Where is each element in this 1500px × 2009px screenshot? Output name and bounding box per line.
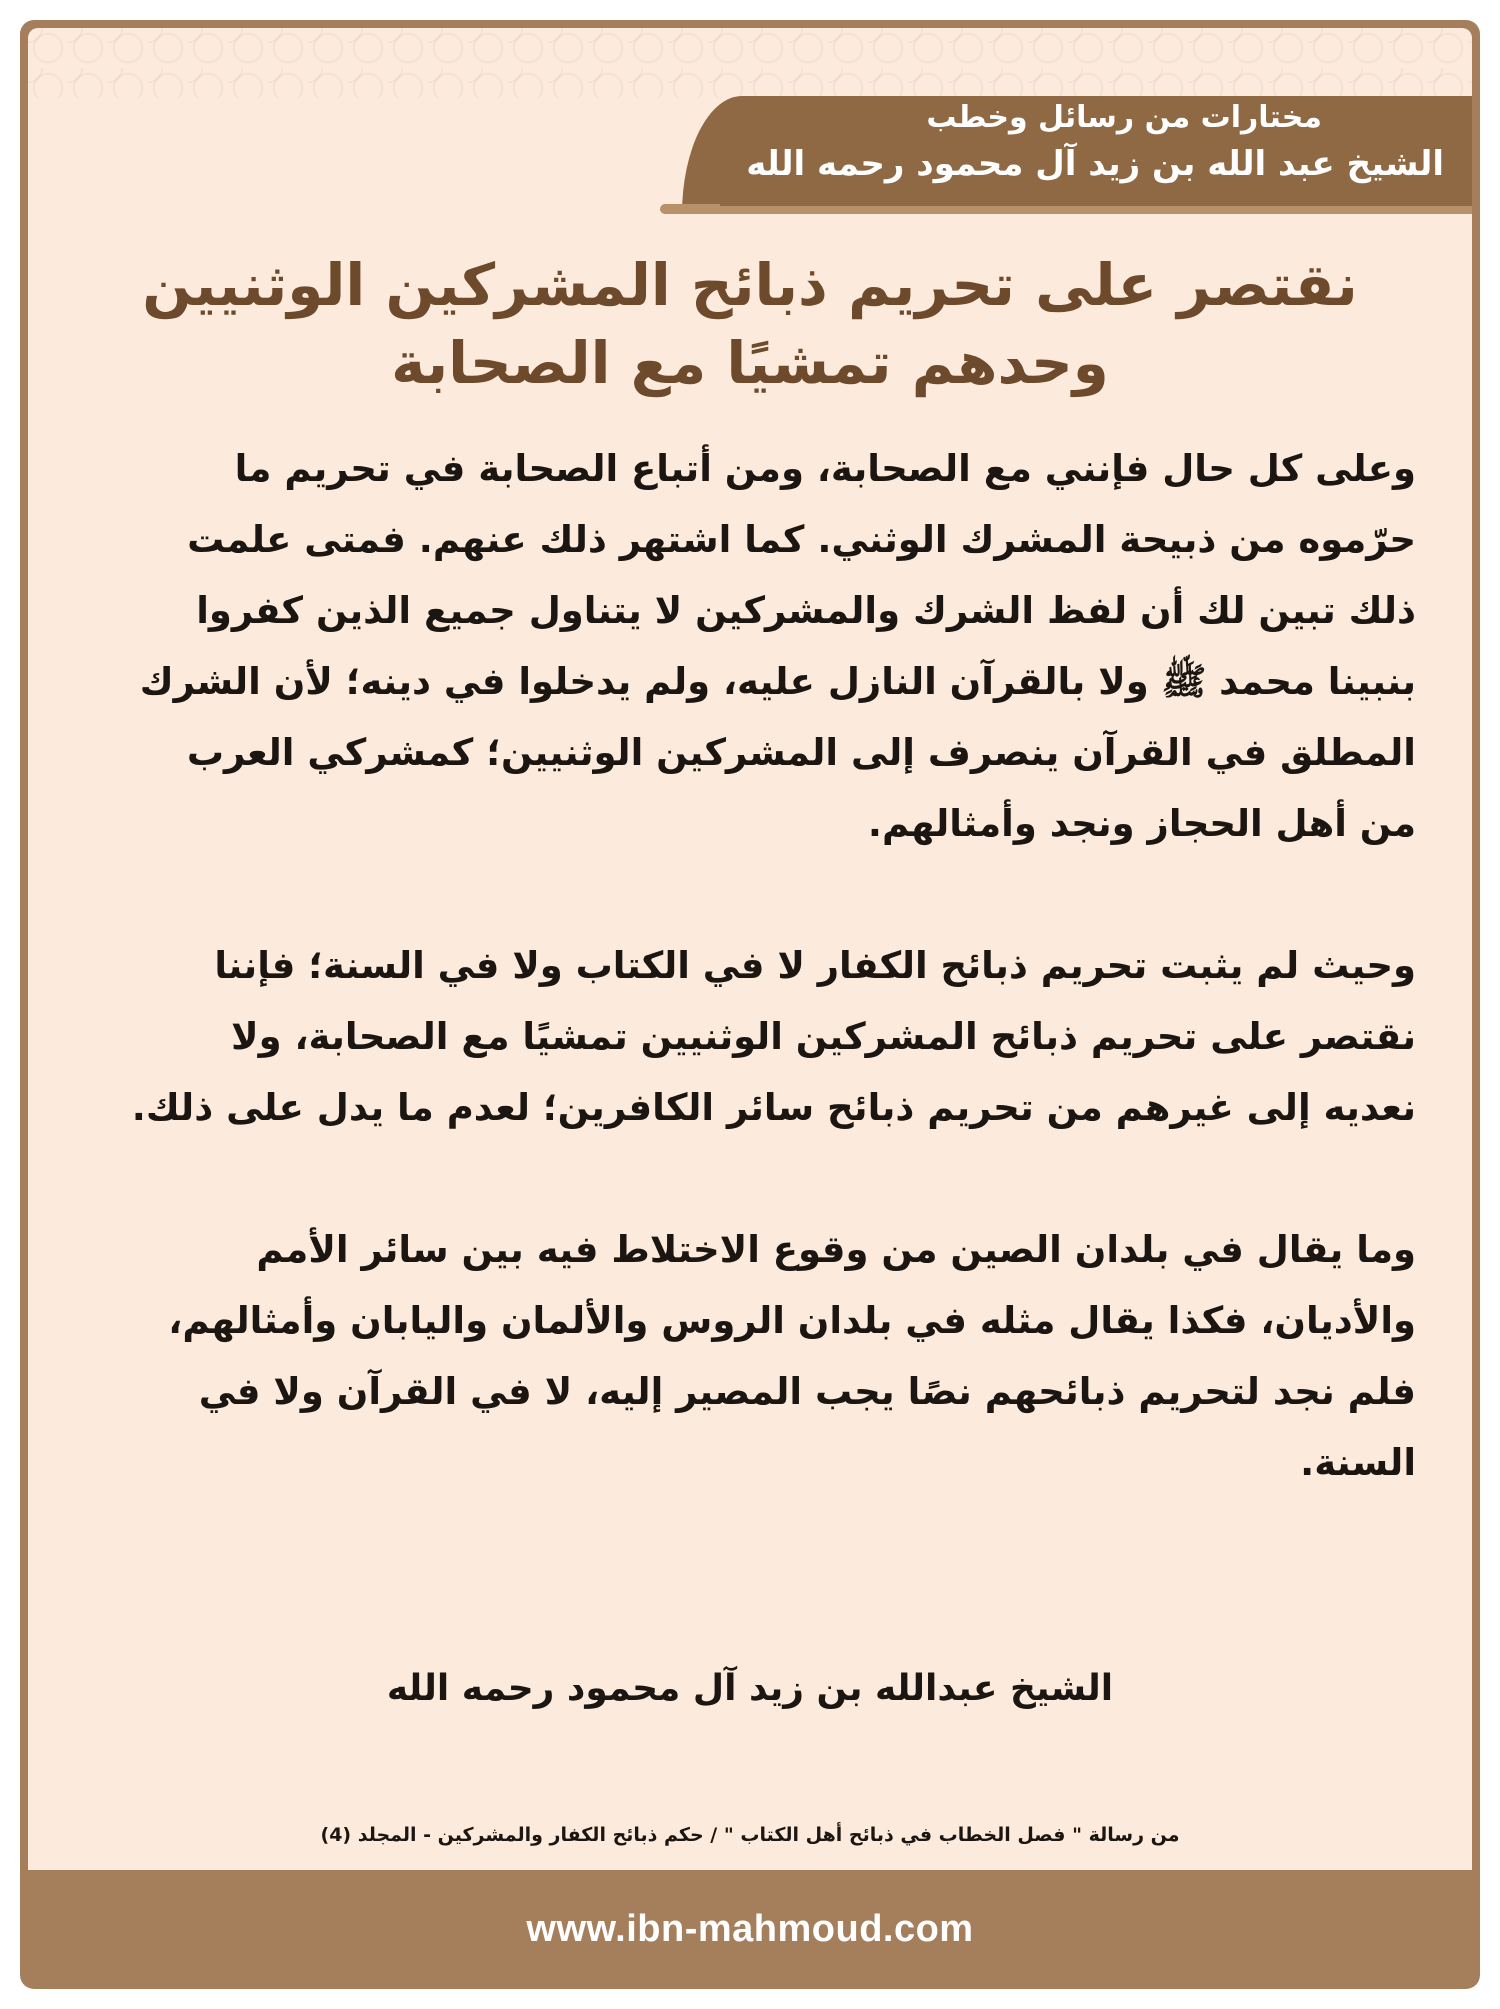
article-title (88, 246, 1412, 402)
poster-frame (20, 20, 1480, 1989)
signature: الشيخ عبدالله بن زيد آل محمود رحمه الله (386, 1668, 1114, 1709)
source-citation: من رسالة " فصل الخطاب في ذبائح أهل الكتاب " / حكم ذبائح الكفار والمشركين - المجلد (4) (320, 1824, 1180, 1846)
paragraph-3: وما يقال في بلدان الصين من وقوع الاختلاط فيه بين سائر الأمم والأديان، فكذا يقال مثله في بلدان الروس والألمان واليابان وأمثالهم، فلم نجد لتحريم ذبائحهم نصًا يجب المصير إليه، لا في القرآن ولا في السنة. (168, 1228, 1416, 1484)
title-line-1: نقتصر على تحريم ذبائح المشركين الوثنيين (142, 251, 1358, 319)
decorative-pattern (28, 28, 1472, 98)
header-banner (682, 96, 1472, 214)
content-panel (28, 28, 1472, 1870)
footer-bar (20, 1870, 1480, 1989)
author-header: الشيخ عبد الله بن زيد آل محمود رحمه الله (746, 144, 1444, 184)
article-body (128, 433, 1416, 1569)
series-title: مختارات من رسائل وخطب (926, 100, 1322, 135)
paragraph-1: وعلى كل حال فإنني مع الصحابة، ومن أتباع الصحابة في تحريم ما حرّموه من ذبيحة المشرك الوثني. كما اشتهر ذلك عنهم. فمتى علمت ذلك تبين لك أن لفظ الشرك والمشركين لا يتناول جميع الذين كفروا بنبينا محمد ﷺ ولا بالقرآن النازل عليه، ولم يدخلوا في دينه؛ لأن الشرك المطلق في القرآن ينصرف إلى المشركين الوثنيين؛ كمشركي العرب من أهل الحجاز ونجد وأمثالهم. (139, 447, 1416, 845)
website-link[interactable]: www.ibn-mahmoud.com (526, 1908, 974, 1950)
title-line-2: وحدهم تمشيًا مع الصحابة (391, 329, 1109, 397)
paragraph-2: وحيث لم يثبت تحريم ذبائح الكفار لا في الكتاب ولا في السنة؛ فإننا نقتصر على تحريم ذبائح المشركين الوثنيين تمشيًا مع الصحابة، ولا نعديه إلى غيرهم من تحريم ذبائح سائر الكافرين؛ لعدم ما يدل على ذلك. (131, 944, 1416, 1129)
